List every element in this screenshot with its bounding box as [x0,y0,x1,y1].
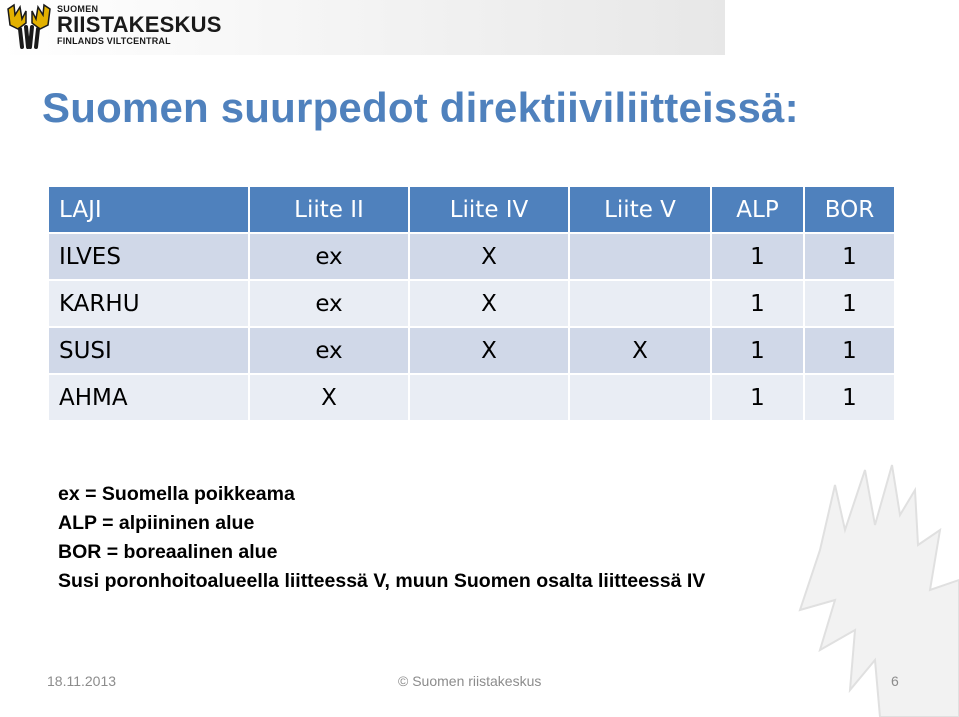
logo-line-1: SUOMEN [57,4,99,14]
table-cell: ILVES [48,233,249,280]
table-cell: 1 [711,374,804,421]
page-title: Suomen suurpedot direktiiviliitteissä: [42,84,799,131]
table-cell: KARHU [48,280,249,327]
header-band [0,0,725,55]
directive-table [47,185,896,422]
table-cell: 1 [711,280,804,327]
table-cell: AHMA [48,374,249,421]
organization-logo [4,3,264,53]
legend-line: ALP = alpiininen alue [58,512,255,534]
legend-line: BOR = boreaalinen alue [58,541,278,563]
table-cell: 1 [804,374,895,421]
legend-line: Susi poronhoitoalueella liitteessä V, muun Suomen osalta liitteessä IV [58,570,706,592]
table-cell: 1 [804,280,895,327]
table-row [48,374,895,421]
table-cell [569,233,711,280]
table-cell: ex [249,233,409,280]
column-header-laji: LAJI [48,186,249,233]
logo-line-2: RIISTAKESKUS [57,12,222,37]
legend-notes [58,480,705,596]
table-header-row [48,186,895,233]
footer-date: 18.11.2013 [47,673,117,689]
table-cell: X [409,280,569,327]
column-header-bor: BOR [804,186,895,233]
footer-copyright: © Suomen riistakeskus [398,673,542,689]
table-row [48,233,895,280]
column-header-liite-iv: Liite IV [409,186,569,233]
table-cell: 1 [711,327,804,374]
table-cell [409,374,569,421]
table-cell: X [249,374,409,421]
table-cell [569,280,711,327]
column-header-liite-v: Liite V [569,186,711,233]
footer-page-number: 6 [891,673,899,689]
table-cell: 1 [804,233,895,280]
table-cell: 1 [711,233,804,280]
legend-line: ex = Suomella poikkeama [58,483,295,505]
table-cell: SUSI [48,327,249,374]
column-header-alp: ALP [711,186,804,233]
table-cell: X [569,327,711,374]
table-cell: X [409,233,569,280]
antler-watermark-icon [790,460,959,717]
table-row [48,327,895,374]
table-cell: X [409,327,569,374]
logo-line-3: FINLANDS VILTCENTRAL [57,36,171,46]
riistakeskus-logo-icon [4,3,54,51]
table-row [48,280,895,327]
table-cell: ex [249,280,409,327]
table-cell [569,374,711,421]
table-cell: ex [249,327,409,374]
table-cell: 1 [804,327,895,374]
column-header-liite-ii: Liite II [249,186,409,233]
